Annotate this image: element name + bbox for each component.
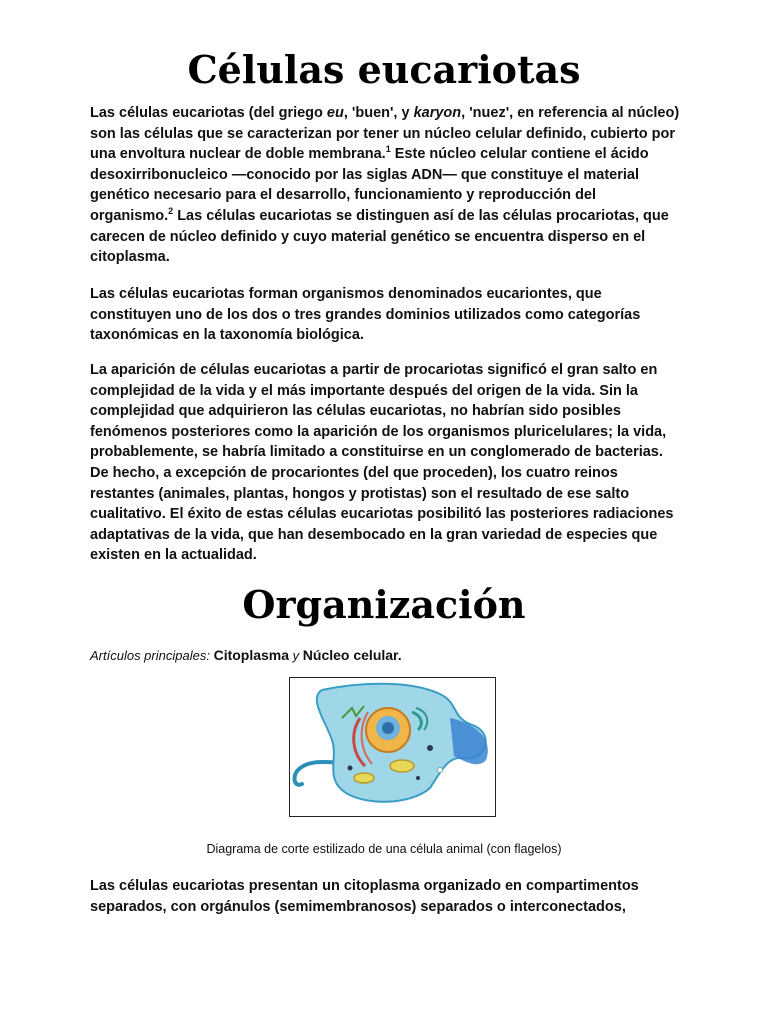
intro-paragraph-1: Las células eucariotas (del griego eu, 'buen', y karyon, 'nuez', en referencia al núcleo) son las células que se caracterizan por tener un núcleo celular definido, cubierto por una envoltura nuclear de doble membrana.$^1$ Este núcleo celular contiene el ácido desoxirribonucleico —conocido por las siglas ADN— que constituye el material genético necesario para el desarrollo, funcionamiento y reproducción del organismo.$^2$ Las células eucariotas se distinguen así de las células procariotas, que carecen de núcleo definido y cuyo material genético se encuentra disperso en el citoplasma. [90, 105, 680, 266]
main-articles-label: Artículos principales: [90, 648, 210, 663]
page-title: Células eucariotas [187, 47, 581, 92]
organizacion-paragraph-1: Las células eucariotas presentan un citoplasma organizado en compartimentos separados, con orgánulos (semimembranosos) separados o interconectados, [90, 878, 639, 915]
reference-2[interactable]: 2 [168, 206, 174, 217]
intro-paragraph-2: Las células eucariotas forman organismos denominados eucariontes, que constituyen uno de los dos o tres grandes dominios utilizados como categorías taxonómicas en la taxonomía biológica. [90, 286, 641, 344]
figure-caption: Diagrama de corte estilizado de una célula animal (con flagelos) [206, 842, 562, 856]
section-title-organizacion: Organización [242, 582, 526, 627]
reference-1[interactable]: 1 [385, 144, 391, 155]
animal-cell-diagram-icon [290, 678, 495, 816]
greek-term-eu: eu [326, 105, 344, 121]
main-articles-line: Artículos principales: Citoplasma y Núcleo celular. [90, 647, 402, 663]
animal-cell-figure [289, 677, 496, 817]
greek-term-karyon: karyon [413, 105, 462, 121]
main-articles-and: y [292, 648, 300, 663]
article-link-citoplasma[interactable]: Citoplasma [213, 647, 290, 663]
article-link-nucleo-celular[interactable]: Núcleo celular [302, 647, 398, 663]
intro-paragraph-3: La aparición de células eucariotas a partir de procariotas significó el gran salto en complejidad de la vida y el más importante después del origen de la vida. Sin la complejidad que adquirieron las células eucariotas, no habrían sido posibles fenómenos posteriores como la aparición de los organismos pluricelulares; la vida, probablemente, se habría limitado a constituirse en un conglomerado de bacterias. De hecho, a excepción de procariontes (del que proceden), los cuatro reinos restantes (animales, plantas, hongos y protistas) son el resultado de ese salto cualitativo. El éxito de estas células eucariotas posibilitó las posteriores radiaciones adaptativas de la vida, que han desembocado en la gran variedad de especies que existen en la actualidad. [90, 362, 674, 564]
